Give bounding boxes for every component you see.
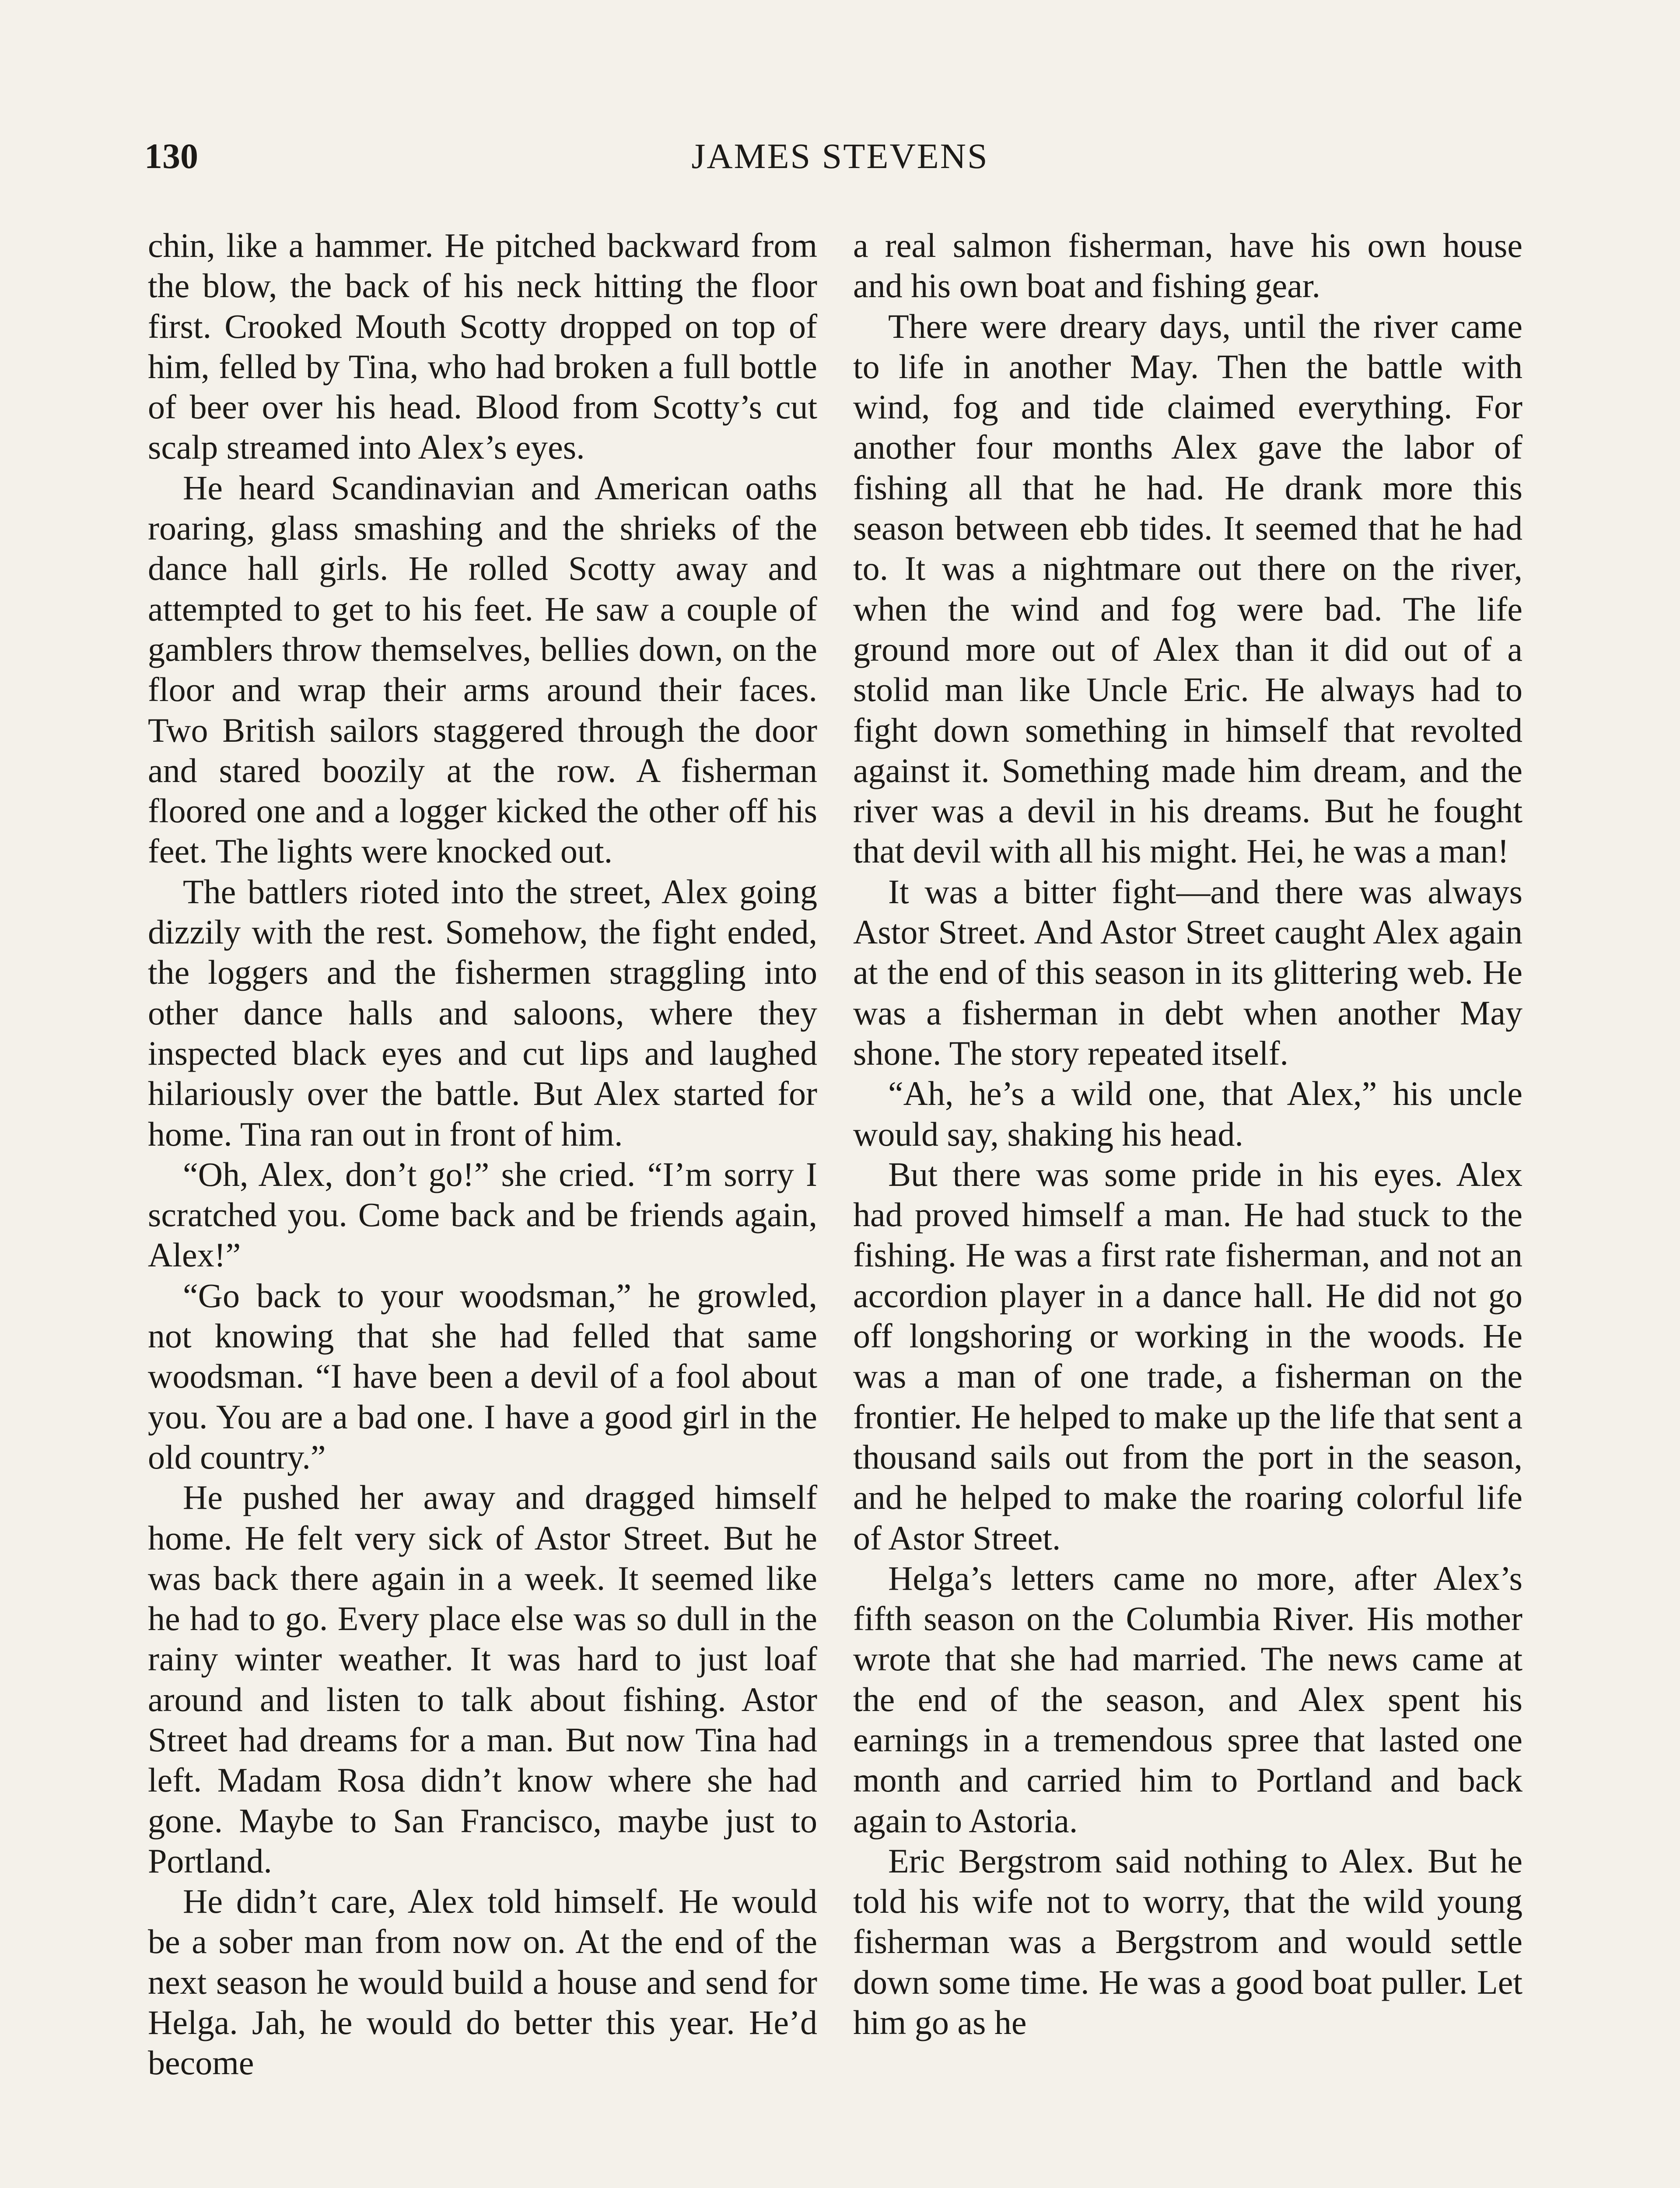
paragraph: chin, like a hammer. He pitched backward from the blow, the back of his neck hitting the floor first. Crooked Mouth Scotty dropped on top of him, felled by Tina, who had broken a full bottle of beer over his head. Blood from Scotty’s cut scalp streamed into Alex’s eyes. <box>148 226 817 466</box>
paragraph: “Go back to your woodsman,” he growled, not knowing that she had felled that same woodsman. “I have been a devil of a fool about you. You are a bad one. I have a good girl in the old country.” <box>148 1276 817 1476</box>
page-header <box>144 136 1536 188</box>
paragraph: He didn’t care, Alex told himself. He would be a sober man from now on. At the end of the next season he would build a house and send for Helga. Jah, he would do better this year. He’d become <box>148 1882 817 2082</box>
paragraph: There were dreary days, until the river came to life in another May. Then the battle with wind, fog and tide claimed everything. For another four months Alex gave the labor of fishing all that he had. He drank more this season between ebb tides. It seemed that he had to. It was a nightmare out there on the river, when the wind and fog were bad. The life ground more out of Alex than it did out of a stolid man like Uncle Eric. He always had to fight down something in himself that revolted against it. Something made him dream, and the river was a devil in his dreams. But he fought that devil with all his might. Hei, he was a man! <box>853 307 1522 870</box>
paragraph: But there was some pride in his eyes. Alex had proved himself a man. He had stuck to the fishing. He was a first rate fisherman, and not an accordion player in a dance hall. He did not go off longshoring or working in the woods. He was a man of one trade, a fisherman on the frontier. He helped to make up the life that sent a thousand sails out from the port in the season, and he helped to make the roaring colorful life of Astor Street. <box>853 1155 1522 1557</box>
paragraph: Eric Bergstrom said nothing to Alex. But he told his wife not to worry, that the wild young fisherman was a Bergstrom and would settle down some time. He was a good boat puller. Let him go as he <box>853 1841 1522 2042</box>
right-column <box>853 225 1522 2043</box>
left-column <box>148 225 817 2083</box>
paragraph: The battlers rioted into the street, Alex going dizzily with the rest. Somehow, the fight ended, the loggers and the fishermen straggling into other dance halls and saloons, where they inspected black eyes and cut lips and laughed hilariously over the battle. But Alex started for home. Tina ran out in front of him. <box>148 872 817 1153</box>
running-head: JAMES STEVENS <box>691 136 989 176</box>
paragraph: It was a bitter fight—and there was always Astor Street. And Astor Street caught Alex again at the end of this season in its glittering web. He was a fisherman in debt when another May shone. The story repeated itself. <box>853 872 1522 1072</box>
paragraph: He pushed her away and dragged himself home. He felt very sick of Astor Street. But he was back there again in a week. It seemed like he had to go. Every place else was so dull in the rainy winter weather. It was hard to just loaf around and listen to talk about fishing. Astor Street had dreams for a man. But now Tina had left. Madam Rosa didn’t know where she had gone. Maybe to San Francisco, maybe just to Portland. <box>148 1478 817 1880</box>
page-number: 130 <box>144 136 198 176</box>
paragraph: a real salmon fisherman, have his own house and his own boat and fishing gear. <box>853 226 1522 305</box>
paragraph: He heard Scandinavian and American oaths roaring, glass smashing and the shrieks of the dance hall girls. He rolled Scotty away and attempted to get to his feet. He saw a couple of gamblers throw themselves, bellies down, on the floor and wrap their arms around their faces. Two British sailors staggered through the door and stared boozily at the row. A fisherman floored one and a logger kicked the other off his feet. The lights were knocked out. <box>148 468 817 870</box>
paragraph: “Oh, Alex, don’t go!” she cried. “I’m sorry I scratched you. Come back and be friends again, Alex!” <box>148 1155 817 1274</box>
paragraph: “Ah, he’s a wild one, that Alex,” his uncle would say, shaking his head. <box>853 1074 1522 1153</box>
paragraph: Helga’s letters came no more, after Alex’s fifth season on the Columbia River. His mother wrote that she had married. The news came at the end of the season, and Alex spent his earnings in a tremendous spree that lasted one month and carried him to Portland and back again to Astoria. <box>853 1559 1522 1840</box>
